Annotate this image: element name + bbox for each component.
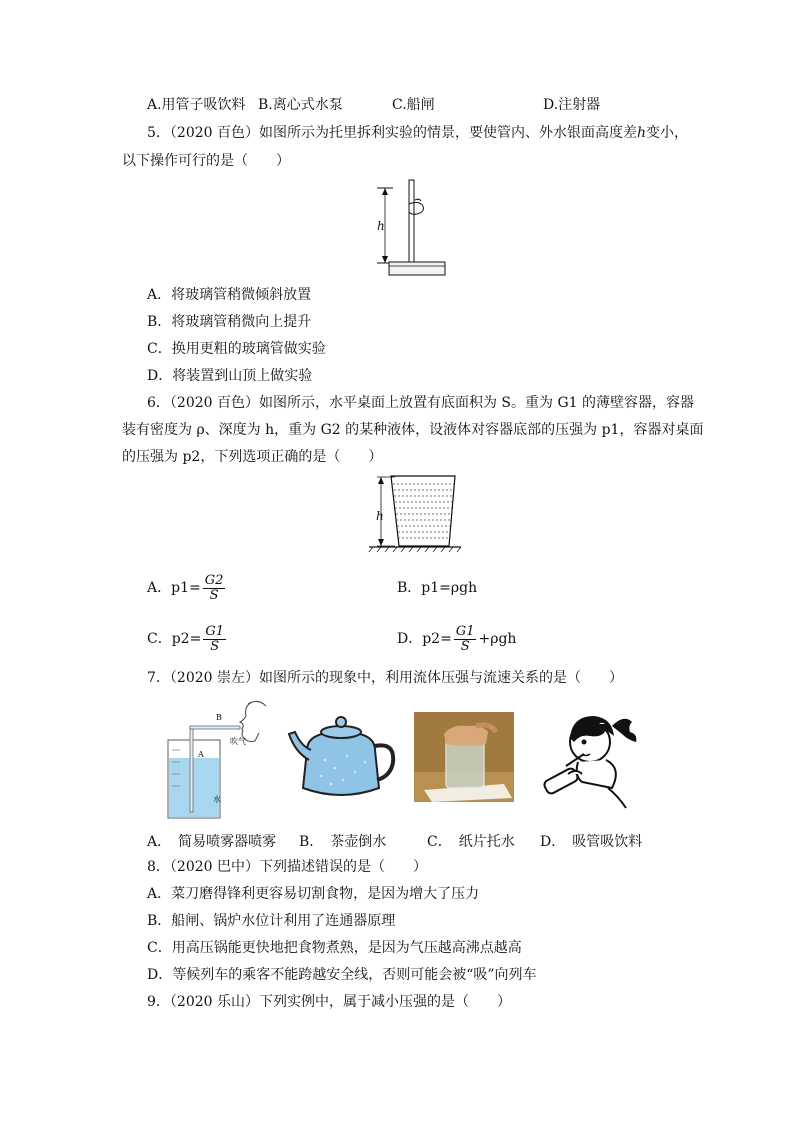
- q7-caption-c: C． 纸片托水: [427, 834, 515, 850]
- sprayer-label-b: B: [216, 713, 222, 722]
- q8-option-b: B．船闸、锅炉水位计利用了连通器原理: [147, 913, 396, 929]
- q6-option-c-fraction: [203, 625, 226, 654]
- q6-option-d-fraction: [454, 625, 477, 654]
- q6-option-d-prefix: D．p2=: [397, 631, 452, 647]
- sprayer-label-blow: 吹气: [230, 737, 246, 746]
- q8-option-c: C．用高压锅能更快地把食物煮熟，是因为气压越高沸点越高: [147, 940, 522, 956]
- q5-h-symbol: h: [636, 125, 647, 141]
- q6-option-a: [147, 570, 227, 606]
- q5-option-c: C．换用更粗的玻璃管做实验: [147, 341, 326, 357]
- q7-caption-b: B． 茶壶倒水: [299, 834, 387, 850]
- q4-option-a: A.用管子吸饮料: [147, 97, 246, 113]
- q4-option-d: D.注射器: [543, 97, 601, 113]
- q6-option-c-denominator: S: [210, 638, 220, 654]
- q6-option-a-prefix: A．p1=: [147, 580, 201, 596]
- q4-option-b: B.离心式水泵: [258, 97, 343, 113]
- q6-stem-line3: 的压强为 p2，下列选项正确的是（ ）: [122, 449, 383, 465]
- q6-figure-h-label: h: [376, 509, 384, 523]
- q5-option-d: D．将装置到山顶上做实验: [147, 368, 313, 384]
- girl-straw-figure: [538, 708, 648, 812]
- q6-stem-line1: 6．（2020 百色）如图所示，水平桌面上放置有底面积为 S。重为 G1 的薄壁容器，容器: [147, 395, 695, 411]
- q6-option-c-prefix: C．p2=: [147, 631, 202, 647]
- q5-figure-h-label: h: [377, 219, 385, 233]
- sprayer-label-water: 水: [213, 795, 221, 804]
- q5-stem-line2: 以下操作可行的是（ ）: [122, 153, 290, 169]
- paper-water-photo: [414, 712, 514, 802]
- q7-stem: 7．（2020 崇左）如图所示的现象中，利用流体压强与流速关系的是（ ）: [147, 670, 623, 686]
- q5-stem-text: 5．（2020 百色）如图所示为托里拆利实验的情景，要使管内、外水银面高度差: [147, 125, 637, 141]
- q6-option-a-fraction: [203, 574, 226, 603]
- q6-option-c: [147, 621, 228, 657]
- q8-option-d: D．等候列车的乘客不能跨越安全线，否则可能会被“吸”向列车: [147, 967, 537, 983]
- q6-option-d-numerator: G1: [455, 623, 475, 639]
- q7-caption-a: A． 简易喷雾器喷雾: [147, 834, 277, 850]
- teapot-figure: [285, 710, 397, 806]
- q4-option-c: C.船闸: [392, 97, 435, 113]
- q6-option-d-suffix: +ρgh: [478, 631, 517, 647]
- q8-stem: 8．（2020 巴中）下列描述错误的是（ ）: [147, 859, 427, 875]
- q8-option-a: A．菜刀磨得锋利更容易切割食物，是因为增大了压力: [147, 886, 480, 902]
- torricelli-figure: [375, 178, 455, 278]
- q5-stem-line1: [147, 123, 688, 143]
- q6-option-a-denominator: S: [209, 587, 219, 603]
- q5-option-a: A．将玻璃管稍微倾斜放置: [147, 287, 312, 303]
- q5-option-b: B．将玻璃管稍微向上提升: [147, 314, 312, 330]
- sprayer-label-a: A: [198, 750, 204, 759]
- q6-option-d: [397, 621, 516, 657]
- q6-stem-line2: 装有密度为 ρ、深度为 h，重为 G2 的某种液体，设液体对容器底部的压强为 p1，容器对桌面: [122, 422, 704, 438]
- q6-option-d-denominator: S: [460, 638, 470, 654]
- q6-option-b: B．p1=ρgh: [397, 580, 478, 596]
- q5-stem-end: 变小，: [646, 125, 689, 141]
- q6-option-c-numerator: G1: [205, 623, 224, 639]
- q9-stem: 9．（2020 乐山）下列实例中，属于减小压强的是（ ）: [147, 994, 511, 1010]
- q7-caption-d: D． 吸管吸饮料: [540, 834, 643, 850]
- q6-option-a-numerator: G2: [204, 572, 224, 588]
